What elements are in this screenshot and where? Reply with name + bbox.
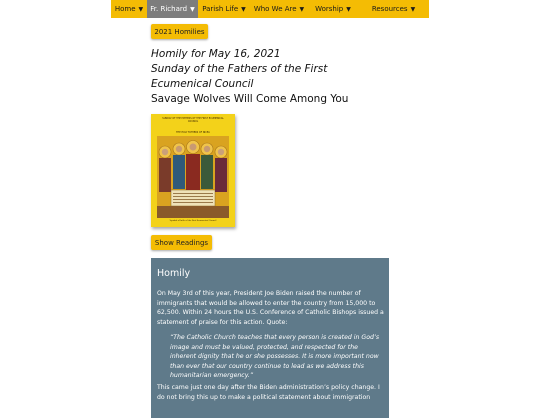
homily-heading: Homily	[157, 268, 191, 279]
homily-paragraph: This came just one day after the Biden administration’s policy change. I do not bring this up to make a political statement about immigration	[157, 384, 380, 401]
feast-name: Sunday of the Fathers of the First Ecumenical Council	[151, 63, 328, 90]
icon-artwork	[151, 114, 235, 227]
nav-parish-life-label: Parish Life	[202, 5, 239, 13]
nav-fr-richard-label: Fr. Richard	[150, 5, 188, 13]
chevron-down-icon: ▼	[241, 5, 246, 13]
icon-caption-bottom: Symbol of faith of the First Ecumenical Council	[169, 220, 217, 222]
icon-caption-mid: THE HOLY FATHERS OF NICEA	[176, 131, 210, 134]
chevron-down-icon: ▼	[410, 5, 416, 13]
nav-resources-label: Resources	[371, 5, 408, 13]
nav-parish-life[interactable]	[198, 0, 250, 18]
nav-worship-label: Worship	[315, 5, 344, 13]
nav-home-label: Home	[114, 5, 136, 13]
nav-fr-richard[interactable]	[147, 0, 198, 18]
homily-panel	[151, 258, 389, 418]
nav-resources[interactable]	[358, 0, 429, 18]
homily-date: Homily for May 16, 2021	[151, 48, 281, 60]
nav-worship[interactable]	[308, 0, 358, 18]
chevron-down-icon: ▼	[299, 5, 305, 13]
nav-who-we-are-label: Who We Are	[253, 5, 297, 13]
icon-caption-top: SUNDAY OF THE FATHERS OF THE FIRST ECUMENICAL COUNCIL	[162, 117, 224, 123]
homily-paragraph: On May 3rd of this year, President Joe Biden raised the number of immigrants that would be allowed to enter the country from 15,000 to 62,500. Within 24 hours the U.S. Conference of Catholic Bishops issued a statement of praise for this action. Quote:	[157, 290, 384, 326]
chevron-down-icon: ▼	[138, 5, 144, 13]
icon-image	[151, 114, 235, 227]
show-readings-button[interactable]: Show Readings	[151, 235, 212, 250]
nav-home[interactable]	[111, 0, 147, 18]
main-nav	[111, 0, 429, 18]
homily-quote: “The Catholic Church teaches that every person is created in God’s image and must be valued, protected, and respected for the inherent dignity that he or she possesses. It is more important now than ever that our country continue to lead as we address this humanitarian emergency.”	[170, 334, 380, 380]
homily-subtitle: Savage Wolves Will Come Among You	[151, 93, 349, 105]
category-button[interactable]: 2021 Homilies	[151, 24, 208, 39]
chevron-down-icon: ▼	[190, 5, 195, 13]
page-title	[151, 47, 391, 107]
nav-who-we-are[interactable]	[250, 0, 308, 18]
chevron-down-icon: ▼	[346, 5, 351, 13]
